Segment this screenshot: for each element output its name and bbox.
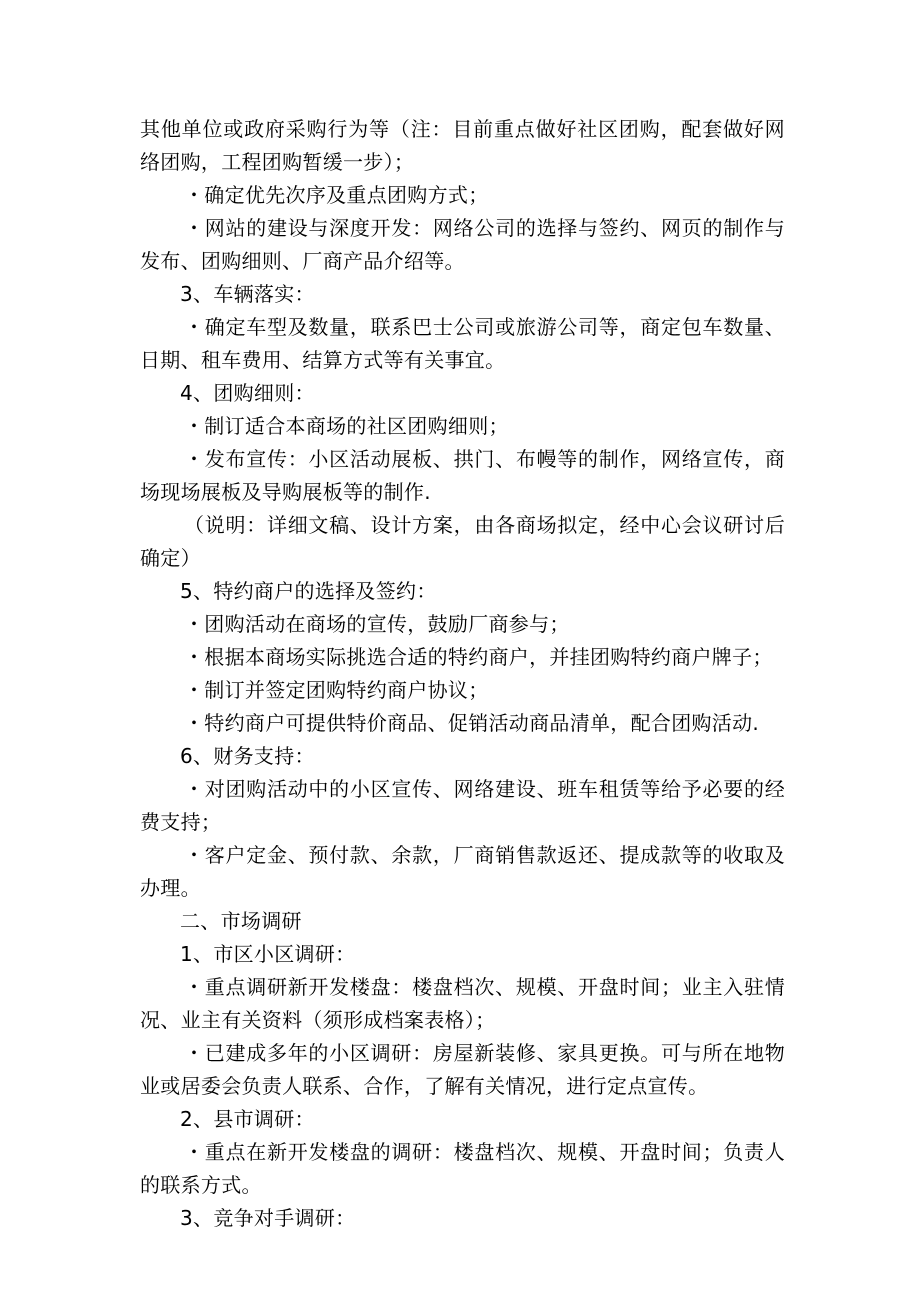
heading-county-research: 2、县市调研： (180, 1107, 315, 1131)
heading-special-merchants: 5、特约商户的选择及签约： (180, 579, 437, 603)
bullet-funding-support: ・对团购活动中的小区宣传、网络建设、班车租赁等给予必要的经费支持； (140, 777, 785, 834)
bullet-new-development-research: ・重点调研新开发楼盘：楼盘档次、规模、开盘时间；业主入驻情况、业主有关资料（须形成档案表格）； (140, 975, 785, 1032)
bullet-merchant-agreement: ・制订并签定团购特约商户协议； (184, 678, 489, 702)
section-heading-market-research: 二、市场调研 (180, 909, 302, 933)
bullet-community-rules: ・制订适合本商场的社区团购细则； (184, 414, 509, 438)
heading-competitor-research: 3、竞争对手调研： (180, 1206, 356, 1230)
bullet-county-development-research: ・重点在新开发楼盘的调研：楼盘档次、规模、开盘时间；负责人的联系方式。 (140, 1140, 785, 1197)
bullet-merchant-offers: ・特约商户可提供特价商品、促销活动商品清单，配合团购活动. (184, 711, 760, 735)
bullet-payment-handling: ・客户定金、预付款、余款，厂商销售款返还、提成款等的收取及办理。 (140, 843, 785, 900)
heading-vehicle-arrangement: 3、车辆落实： (180, 282, 315, 306)
bullet-priority-order: ・确定优先次序及重点团购方式； (184, 183, 489, 207)
bullet-established-community-research: ・已建成多年的小区调研：房屋新装修、家具更换。可与所在地物业或居委会负责人联系、合作，了解有关情况，进行定点宣传。 (140, 1041, 785, 1098)
paragraph-intro: 其他单位或政府采购行为等（注：目前重点做好社区团购，配套做好网络团购，工程团购暂缓一步）； (140, 117, 785, 174)
document-body (140, 113, 785, 1235)
heading-financial-support: 6、财务支持： (180, 744, 315, 768)
bullet-publicity: ・发布宣传：小区活动展板、拱门、布幔等的制作，网络宣传，商场现场展板及导购展板等的制作. (140, 447, 785, 504)
bullet-merchant-promotion: ・团购活动在商场的宣传，鼓励厂商参与； (184, 612, 570, 636)
note-explanation: （说明：详细文稿、设计方案，由各商场拟定，经中心会议研讨后确定） (140, 513, 785, 570)
bullet-website-development: ・网站的建设与深度开发：网络公司的选择与签约、网页的制作与发布、团购细则、厂商产品介绍等。 (140, 216, 785, 273)
bullet-vehicle-details: ・确定车型及数量，联系巴士公司或旅游公司等，商定包车数量、日期、租车费用、结算方式等有关事宜。 (140, 315, 785, 372)
heading-urban-community-research: 1、市区小区调研： (180, 942, 356, 966)
bullet-merchant-selection: ・根据本商场实际挑选合适的特约商户，并挂团购特约商户牌子； (184, 645, 773, 669)
heading-group-purchase-rules: 4、团购细则： (180, 381, 315, 405)
